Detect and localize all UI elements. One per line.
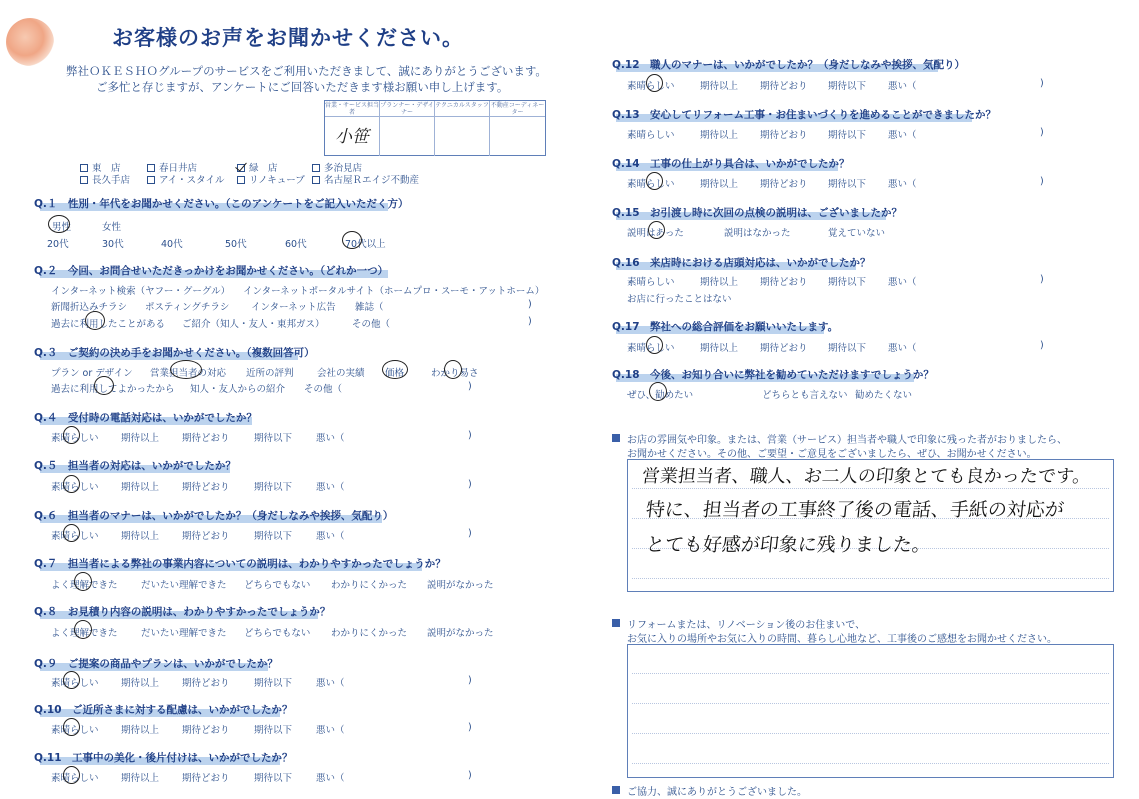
q9-below[interactable]: 期待以下 <box>254 678 293 689</box>
q1-female[interactable]: 女性 <box>102 222 122 233</box>
q1-60s[interactable]: 60代 <box>285 239 307 250</box>
q10-excellent-circle <box>63 718 80 736</box>
q1-male-circle <box>48 215 70 233</box>
q15-not-remember[interactable]: 覚えていない <box>828 228 886 239</box>
company-logo <box>6 18 54 66</box>
q4-label: Q.４ 受付時の電話対応は、いかがでしたか？ <box>34 412 257 424</box>
q10-bad-close: ) <box>468 722 472 733</box>
staff-header-sales: 営業・サービス担当者 <box>325 102 380 116</box>
home-answer-box[interactable] <box>627 644 1114 778</box>
q17-label: Q.17 弊社への総合評価をお願いいたします。 <box>612 321 839 333</box>
q2-referral[interactable]: ご紹介（知人・友人・東邦ガス） <box>182 319 325 330</box>
q13-label: Q.13 安心してリフォーム工事・お住まいづくりを進めることができましたか？ <box>612 109 997 121</box>
q3-other-close: ) <box>468 381 472 392</box>
q13-excellent[interactable]: 素晴らしい <box>627 130 675 141</box>
q2-web-search[interactable]: インターネット検索（ヤフー・グーグル） <box>51 286 231 297</box>
store-checkbox-tajimi[interactable]: 多治見店 <box>312 160 362 174</box>
comment-bullet-1 <box>612 434 620 442</box>
q12-below[interactable]: 期待以下 <box>828 81 867 92</box>
q16-as-expected[interactable]: 期待どおり <box>760 277 808 288</box>
staff-header-technical: テクニカルスタッフ <box>435 101 490 117</box>
q16-label: Q.16 来店時における店頭対応は、いかがでしたか？ <box>612 257 871 269</box>
q15-label: Q.15 お引渡し時に次回の点検の説明は、ございましたか？ <box>612 207 903 219</box>
q11-excellent-circle <box>63 766 80 784</box>
q3-sales-circle <box>170 360 202 379</box>
q4-bad-close: ) <box>468 430 472 441</box>
q2-posting-flyer[interactable]: ポスティングチラシ <box>145 302 230 313</box>
q15-not-explained[interactable]: 説明はなかった <box>724 228 791 239</box>
home-question-line-1: リフォームまたは、リノベーション後のお住まいで、 <box>627 620 866 631</box>
q1-40s[interactable]: 40代 <box>161 239 183 250</box>
q12-above[interactable]: 期待以上 <box>700 81 739 92</box>
q17-bad[interactable]: 悪い（ <box>888 343 917 354</box>
impression-answer-line-1: 営業担当者、職人、お二人の印象とても良かったです。 <box>640 466 1092 487</box>
q11-label: Q.11 工事中の美化・後片付けは、いかがでしたか？ <box>34 752 293 764</box>
q8-label: Q.８ お見積り内容の説明は、わかりやすかったでしょうか？ <box>34 606 331 618</box>
q2-previous-use-circle <box>85 311 105 330</box>
q5-excellent[interactable]: 素晴らしい <box>51 482 99 493</box>
staff-header-planner: プランナー・デザイナー <box>380 102 434 116</box>
q2-web-ad[interactable]: インターネット広告 <box>251 302 336 313</box>
q12-as-expected[interactable]: 期待どおり <box>760 81 808 92</box>
q16-bad[interactable]: 悪い（ <box>888 277 917 288</box>
q12-bad-close: ) <box>1040 78 1044 89</box>
store-checkbox-renocube[interactable]: リノキューブ <box>237 172 305 186</box>
intro-line-1: 弊社ＯＫＥＳＨＯグループのサービスをご利用いただきまして、誠にありがとうございます。 <box>66 64 547 78</box>
q14-as-expected[interactable]: 期待どおり <box>760 179 808 190</box>
q3-clarity[interactable]: わかり易さ <box>431 368 479 379</box>
q5-bad[interactable]: 悪い（ <box>316 482 345 493</box>
q1-50s[interactable]: 50代 <box>225 239 247 250</box>
impression-question-line-1: お店の雰囲気や印象。または、営業（サービス）担当者や職人で印象に残った者がおりましたら、 <box>627 435 1067 446</box>
q15-explained[interactable]: 説明はあった <box>627 228 684 239</box>
q11-bad[interactable]: 悪い（ <box>316 773 345 784</box>
q8-mostly[interactable]: だいたい理解できた <box>141 628 227 639</box>
q16-above[interactable]: 期待以上 <box>700 277 739 288</box>
q1-label: Q.１ 性別・年代をお聞かせください。（このアンケートをご記入いただく方） <box>34 198 409 210</box>
q10-below[interactable]: 期待以下 <box>254 725 293 736</box>
q9-bad-close: ) <box>468 675 472 686</box>
q13-above[interactable]: 期待以上 <box>700 130 739 141</box>
q9-excellent-circle <box>63 671 80 689</box>
q10-label: Q.10 ご近所さまに対する配慮は、いかがでしたか？ <box>34 704 293 716</box>
q11-as-expected[interactable]: 期待どおり <box>182 773 230 784</box>
q9-above[interactable]: 期待以上 <box>121 678 160 689</box>
q2-magazine[interactable]: 雑誌（ <box>355 302 384 313</box>
thanks-bullet <box>612 786 620 794</box>
q14-above[interactable]: 期待以上 <box>700 179 739 190</box>
q14-excellent-circle <box>646 172 663 190</box>
q8-unclear[interactable]: わかりにくかった <box>331 628 408 639</box>
q17-bad-close: ) <box>1040 340 1044 351</box>
q4-as-expected[interactable]: 期待どおり <box>182 433 230 444</box>
q9-as-expected[interactable]: 期待どおり <box>182 678 230 689</box>
q11-above[interactable]: 期待以上 <box>121 773 160 784</box>
q3-other[interactable]: その他（ <box>304 384 343 395</box>
q13-as-expected[interactable]: 期待どおり <box>760 130 808 141</box>
q13-bad[interactable]: 悪い（ <box>888 130 917 141</box>
q11-bad-close: ) <box>468 770 472 781</box>
q1-30s[interactable]: 30代 <box>102 239 124 250</box>
q6-above[interactable]: 期待以上 <box>121 531 160 542</box>
q16-bad-close: ) <box>1040 274 1044 285</box>
survey-title: お客様のお声をお聞かせください。 <box>112 26 464 50</box>
q10-above[interactable]: 期待以上 <box>121 725 160 736</box>
q2-other-close: ) <box>528 316 532 327</box>
q8-well[interactable]: よく理解できた <box>51 628 118 639</box>
q2-other[interactable]: その他（ <box>352 319 391 330</box>
q9-bad[interactable]: 悪い（ <box>316 678 345 689</box>
q1-male[interactable]: 男性 <box>52 222 72 233</box>
impression-answer-line-3: とても好感が印象に残りました。 <box>644 534 933 556</box>
q10-bad[interactable]: 悪い（ <box>316 725 345 736</box>
q12-bad[interactable]: 悪い（ <box>888 81 917 92</box>
q14-excellent[interactable]: 素晴らしい <box>627 179 675 190</box>
q5-above[interactable]: 期待以上 <box>121 482 160 493</box>
staff-header-realestate: 不動産コーディネーター <box>490 102 545 116</box>
q10-as-expected[interactable]: 期待どおり <box>182 725 230 736</box>
q6-bad[interactable]: 悪い（ <box>316 531 345 542</box>
q4-excellent-circle <box>63 426 80 444</box>
q3-previous-circle <box>94 376 114 395</box>
q13-below[interactable]: 期待以下 <box>828 130 867 141</box>
q2-previous-use[interactable]: 過去に利用したことがある <box>51 319 166 330</box>
q5-bad-close: ) <box>468 479 472 490</box>
thanks-text: ご協力、誠にありがとうございました。 <box>627 787 807 798</box>
q17-excellent-circle <box>646 336 663 354</box>
q5-label: Q.５ 担当者の対応は、いかがでしたか？ <box>34 460 236 472</box>
q16-never-visited[interactable]: お店に行ったことはない <box>627 294 732 305</box>
store-checkbox-midori[interactable]: 緑 店 <box>237 160 278 174</box>
q1-20s[interactable]: 20代 <box>47 239 69 250</box>
store-checkbox-r-age[interactable]: 名古屋Ｒエイジ不動産 <box>312 172 419 186</box>
q6-bad-close: ) <box>468 528 472 539</box>
q4-above[interactable]: 期待以上 <box>121 433 160 444</box>
q3-price-circle <box>382 360 408 379</box>
q7-label: Q.７ 担当者による弊社の事業内容についての説明は、わかりやすかったでしょうか？ <box>34 558 446 570</box>
q17-as-expected[interactable]: 期待どおり <box>760 343 808 354</box>
q16-excellent[interactable]: 素晴らしい <box>627 277 675 288</box>
q12-label: Q.12 職人のマナーは、いかがでしたか？（身だしなみや挨拶、気配り） <box>612 59 966 71</box>
intro-line-2: ご多忙と存じますが、アンケートにご回答いただきます様お願い申し上げます。 <box>96 80 509 94</box>
q3-price[interactable]: 価格 <box>385 368 405 379</box>
q3-track-record[interactable]: 会社の実績 <box>317 368 365 379</box>
q5-as-expected[interactable]: 期待どおり <box>182 482 230 493</box>
q3-sales-response[interactable]: 営業担当者の対応 <box>150 368 227 379</box>
q12-excellent[interactable]: 素晴らしい <box>627 81 675 92</box>
q17-excellent[interactable]: 素晴らしい <box>627 343 675 354</box>
q7-mostly[interactable]: だいたい理解できた <box>141 580 227 591</box>
impression-question-line-2: お聞かせください。その他、ご要望・ご意見をございましたら、ぜひ、お聞かせください。 <box>627 449 1037 460</box>
impression-answer-line-2: 特に、担当者の工事終了後の電話、手紙の対応が <box>644 499 1066 521</box>
q6-excellent[interactable]: 素晴らしい <box>51 531 99 542</box>
q2-portal-site[interactable]: インターネットポータルサイト（ホームプロ・スーモ・アットホーム） <box>243 286 545 297</box>
q1-70s-plus[interactable]: 70代以上 <box>345 239 386 250</box>
q4-excellent[interactable]: 素晴らしい <box>51 433 99 444</box>
q3-referral[interactable]: 知人・友人からの紹介 <box>190 384 286 395</box>
staff-table <box>324 100 546 156</box>
q4-bad[interactable]: 悪い（ <box>316 433 345 444</box>
q7-neutral[interactable]: どちらでもない <box>244 580 311 591</box>
q6-as-expected[interactable]: 期待どおり <box>182 531 230 542</box>
q3-clarity-circle <box>444 360 462 379</box>
sales-signature[interactable]: 小笹 <box>325 117 380 156</box>
q18-neutral[interactable]: どちらとも言えない <box>762 390 848 401</box>
q5-below[interactable]: 期待以下 <box>254 482 293 493</box>
planner-cell[interactable] <box>380 117 435 156</box>
q3-reputation[interactable]: 近所の評判 <box>246 368 294 379</box>
q18-recommend-circle <box>649 382 667 401</box>
q2-newspaper-flyer[interactable]: 新聞折込みチラシ <box>51 302 128 313</box>
q15-explained-circle <box>648 221 665 239</box>
q13-bad-close: ) <box>1040 127 1044 138</box>
q6-excellent-circle <box>63 524 80 542</box>
q11-below[interactable]: 期待以下 <box>254 773 293 784</box>
q2-magazine-close: ) <box>528 299 532 310</box>
q8-none[interactable]: 説明がなかった <box>427 628 494 639</box>
q14-below[interactable]: 期待以下 <box>828 179 867 190</box>
q18-recommend[interactable]: ぜひ、勧めたい <box>627 390 694 401</box>
realestate-cell[interactable] <box>490 117 545 156</box>
store-checkbox-kasugai[interactable]: 春日井店 <box>147 160 197 174</box>
q17-above[interactable]: 期待以上 <box>700 343 739 354</box>
q3-plan-design[interactable]: プラン or デザイン <box>51 368 133 379</box>
q3-previous-good[interactable]: 過去に利用してよかったから <box>51 384 175 395</box>
q5-excellent-circle <box>63 475 80 493</box>
q14-bad[interactable]: 悪い（ <box>888 179 917 190</box>
q2-label: Q.２ 今回、お問合せいただきっかけをお聞かせください。（どれか一つ） <box>34 265 389 277</box>
q4-below[interactable]: 期待以下 <box>254 433 293 444</box>
impression-answer-box[interactable] <box>627 459 1114 592</box>
q17-below[interactable]: 期待以下 <box>828 343 867 354</box>
q6-below[interactable]: 期待以下 <box>254 531 293 542</box>
q7-unclear[interactable]: わかりにくかった <box>331 580 408 591</box>
technical-cell[interactable] <box>435 117 490 156</box>
comment-bullet-2 <box>612 619 620 627</box>
q7-well[interactable]: よく理解できた <box>51 580 118 591</box>
home-question-line-2: お気に入りの場所やお気に入りの時間、暮らし心地など、工事後のご感想をお聞かせください。 <box>627 634 1057 645</box>
q8-well-circle <box>74 620 92 639</box>
q1-70s-circle <box>342 231 362 249</box>
q8-neutral[interactable]: どちらでもない <box>244 628 311 639</box>
q11-excellent[interactable]: 素晴らしい <box>51 773 99 784</box>
q18-label: Q.18 今後、お知り合いに弊社を勧めていただけますでしょうか？ <box>612 369 934 381</box>
store-checkbox-nagakute[interactable]: 長久手店 <box>80 172 130 186</box>
q12-excellent-circle <box>646 74 663 92</box>
q9-label: Q.９ ご提案の商品やプランは、いかがでしたか？ <box>34 658 278 670</box>
q14-bad-close: ) <box>1040 176 1044 187</box>
q18-not-recommend[interactable]: 勧めたくない <box>855 390 913 401</box>
store-checkbox-istyle[interactable]: アイ・スタイル <box>147 172 224 186</box>
q3-label: Q.３ ご契約の決め手をお聞かせください。（複数回答可） <box>34 347 315 359</box>
q10-excellent[interactable]: 素晴らしい <box>51 725 99 736</box>
q7-well-circle <box>74 572 92 591</box>
store-checkbox-higashi[interactable]: 東 店 <box>80 160 121 174</box>
q7-none[interactable]: 説明がなかった <box>427 580 494 591</box>
q14-label: Q.14 工事の仕上がり具合は、いかがでしたか？ <box>612 158 850 170</box>
q6-label: Q.６ 担当者のマナーは、いかがでしたか？（身だしなみや挨拶、気配り） <box>34 510 394 522</box>
q9-excellent[interactable]: 素晴らしい <box>51 678 99 689</box>
q16-below[interactable]: 期待以下 <box>828 277 867 288</box>
